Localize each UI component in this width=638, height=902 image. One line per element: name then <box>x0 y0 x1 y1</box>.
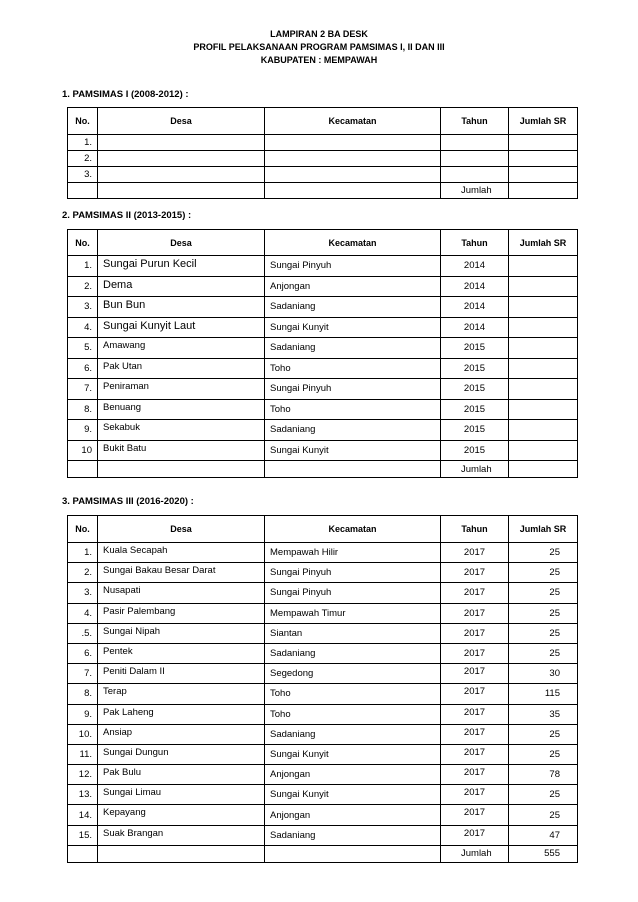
cell-kecamatan: Anjongan <box>265 276 441 297</box>
table-row <box>68 543 578 563</box>
cell-jumlah-sr <box>509 297 578 318</box>
cell-jumlah-sr: 30 <box>509 664 578 684</box>
cell-kecamatan: Mempawah Hilir <box>265 543 441 563</box>
cell-desa: Bun Bun <box>98 297 265 318</box>
cell-desa: Dema <box>98 276 265 297</box>
col-kecamatan: Kecamatan <box>265 516 441 543</box>
section-2-body <box>68 256 578 478</box>
cell-tahun: 2017 <box>441 643 509 663</box>
header-line-2: PROFIL PELAKSANAAN PROGRAM PAMSIMAS I, II DAN III <box>193 42 445 52</box>
cell-no: 2. <box>68 151 98 167</box>
cell-kecamatan <box>265 151 441 167</box>
cell-jumlah-sr: 25 <box>509 623 578 643</box>
table-row <box>68 256 578 277</box>
col-jumlah-sr: Jumlah SR <box>509 230 578 256</box>
cell-tahun: 2015 <box>441 440 509 461</box>
cell-tahun <box>441 151 509 167</box>
cell-kecamatan <box>265 183 441 199</box>
cell-desa: Sungai Nipah <box>98 623 265 643</box>
cell-desa: Pak Laheng <box>98 704 265 724</box>
cell-no <box>68 183 98 199</box>
table-row <box>68 563 578 583</box>
cell-tahun: 2017 <box>441 684 509 704</box>
cell-no: 1. <box>68 256 98 277</box>
jumlah-label: Jumlah <box>441 461 509 478</box>
cell-desa <box>98 461 265 478</box>
section-2-title: 2. PAMSIMAS II (2013-2015) : <box>62 210 192 221</box>
cell-jumlah-sr <box>509 167 578 183</box>
cell-desa: Terap <box>98 684 265 704</box>
cell-no <box>68 845 98 862</box>
cell-tahun: 2017 <box>441 704 509 724</box>
cell-tahun: 2015 <box>441 338 509 359</box>
cell-desa <box>98 135 265 151</box>
cell-tahun: 2017 <box>441 603 509 623</box>
cell-tahun: 2014 <box>441 276 509 297</box>
cell-kecamatan: Sadaniang <box>265 420 441 441</box>
cell-no: 9. <box>68 420 98 441</box>
cell-tahun: 2017 <box>441 805 509 825</box>
table-row <box>68 167 578 183</box>
jumlah-label: Jumlah <box>441 183 509 199</box>
table-row <box>68 643 578 663</box>
cell-tahun: 2014 <box>441 256 509 277</box>
cell-jumlah-sr: 47 <box>509 825 578 845</box>
cell-no: 9. <box>68 704 98 724</box>
cell-tahun <box>441 167 509 183</box>
cell-kecamatan: Sungai Pinyuh <box>265 583 441 603</box>
cell-tahun: 2015 <box>441 420 509 441</box>
cell-desa <box>98 151 265 167</box>
cell-kecamatan: Sadaniang <box>265 338 441 359</box>
cell-tahun: 2017 <box>441 765 509 785</box>
table-row <box>68 338 578 359</box>
table-header-row <box>68 108 578 135</box>
cell-no: 3. <box>68 167 98 183</box>
cell-no: 8. <box>68 399 98 420</box>
cell-jumlah-sr: 25 <box>509 583 578 603</box>
cell-kecamatan: Toho <box>265 684 441 704</box>
section-1-body <box>68 135 578 199</box>
cell-no: 2. <box>68 563 98 583</box>
cell-jumlah-sr <box>509 151 578 167</box>
cell-tahun: 2017 <box>441 785 509 805</box>
cell-tahun: 2017 <box>441 744 509 764</box>
cell-desa: Pentek <box>98 643 265 663</box>
cell-kecamatan: Segedong <box>265 664 441 684</box>
cell-jumlah-sr: 25 <box>509 563 578 583</box>
jumlah-value <box>509 183 578 199</box>
cell-jumlah-sr <box>509 276 578 297</box>
cell-no: 3. <box>68 583 98 603</box>
cell-tahun: 2017 <box>441 543 509 563</box>
cell-kecamatan: Sungai Kunyit <box>265 317 441 338</box>
table-row <box>68 724 578 744</box>
cell-no: 15. <box>68 825 98 845</box>
cell-jumlah-sr <box>509 317 578 338</box>
cell-no: 10 <box>68 440 98 461</box>
cell-desa: Sekabuk <box>98 420 265 441</box>
section-2-table <box>67 229 578 478</box>
cell-no: 8. <box>68 684 98 704</box>
cell-kecamatan: Toho <box>265 358 441 379</box>
cell-jumlah-sr <box>509 379 578 400</box>
cell-desa: Pak Utan <box>98 358 265 379</box>
col-jumlah-sr: Jumlah SR <box>509 108 578 135</box>
cell-jumlah-sr: 25 <box>509 603 578 623</box>
cell-no: 7. <box>68 664 98 684</box>
table-row <box>68 623 578 643</box>
col-no: No. <box>68 230 98 256</box>
table-row <box>68 420 578 441</box>
cell-no: .5. <box>68 623 98 643</box>
table-row <box>68 440 578 461</box>
col-kecamatan: Kecamatan <box>265 108 441 135</box>
table-row <box>68 151 578 167</box>
table-row <box>68 358 578 379</box>
cell-desa: Sungai Purun Kecil <box>98 256 265 277</box>
table-header-row <box>68 230 578 256</box>
table-row <box>68 399 578 420</box>
cell-tahun: 2014 <box>441 297 509 318</box>
cell-kecamatan: Sungai Pinyuh <box>265 563 441 583</box>
cell-no: 6. <box>68 643 98 663</box>
cell-jumlah-sr <box>509 440 578 461</box>
cell-tahun: 2017 <box>441 583 509 603</box>
jumlah-value <box>509 461 578 478</box>
cell-no: 4. <box>68 603 98 623</box>
cell-desa: Sungai Kunyit Laut <box>98 317 265 338</box>
cell-jumlah-sr <box>509 135 578 151</box>
cell-jumlah-sr: 78 <box>509 765 578 785</box>
header-line-3: KABUPATEN : MEMPAWAH <box>260 55 378 65</box>
cell-kecamatan: Toho <box>265 704 441 724</box>
cell-kecamatan <box>265 135 441 151</box>
cell-no: 13. <box>68 785 98 805</box>
cell-tahun <box>441 135 509 151</box>
col-no: No. <box>68 108 98 135</box>
section-3-title: 3. PAMSIMAS III (2016-2020) : <box>62 496 194 507</box>
table-row <box>68 684 578 704</box>
cell-kecamatan <box>265 461 441 478</box>
table-row <box>68 664 578 684</box>
cell-no: 4. <box>68 317 98 338</box>
cell-tahun: 2014 <box>441 317 509 338</box>
cell-kecamatan: Sadaniang <box>265 297 441 318</box>
cell-no: 12. <box>68 765 98 785</box>
cell-jumlah-sr <box>509 358 578 379</box>
col-desa: Desa <box>98 108 265 135</box>
cell-tahun: 2015 <box>441 399 509 420</box>
cell-tahun: 2017 <box>441 563 509 583</box>
section-1-table <box>67 107 578 199</box>
cell-kecamatan <box>265 845 441 862</box>
section-3-table <box>67 515 578 863</box>
table-row <box>68 583 578 603</box>
table-row <box>68 765 578 785</box>
cell-no: 14. <box>68 805 98 825</box>
cell-jumlah-sr: 25 <box>509 724 578 744</box>
cell-kecamatan: Sadaniang <box>265 724 441 744</box>
section-1-title: 1. PAMSIMAS I (2008-2012) : <box>62 89 189 100</box>
cell-desa: Ansiap <box>98 724 265 744</box>
cell-no: 10. <box>68 724 98 744</box>
cell-desa: Nusapati <box>98 583 265 603</box>
table-row <box>68 603 578 623</box>
cell-jumlah-sr <box>509 420 578 441</box>
cell-jumlah-sr <box>509 399 578 420</box>
cell-jumlah-sr: 25 <box>509 643 578 663</box>
cell-kecamatan: Sungai Kunyit <box>265 744 441 764</box>
jumlah-label: Jumlah <box>441 845 509 862</box>
cell-no: 2. <box>68 276 98 297</box>
col-tahun: Tahun <box>441 516 509 543</box>
cell-tahun: 2015 <box>441 358 509 379</box>
cell-no: 6. <box>68 358 98 379</box>
cell-desa <box>98 183 265 199</box>
section-3-body <box>68 543 578 863</box>
table-row <box>68 704 578 724</box>
table-row <box>68 379 578 400</box>
col-no: No. <box>68 516 98 543</box>
col-tahun: Tahun <box>441 108 509 135</box>
document-header <box>0 28 638 67</box>
cell-desa: Kepayang <box>98 805 265 825</box>
table-row <box>68 135 578 151</box>
cell-kecamatan: Sungai Kunyit <box>265 440 441 461</box>
cell-kecamatan: Anjongan <box>265 805 441 825</box>
cell-desa: Sungai Limau <box>98 785 265 805</box>
cell-tahun: 2017 <box>441 664 509 684</box>
col-kecamatan: Kecamatan <box>265 230 441 256</box>
cell-kecamatan: Toho <box>265 399 441 420</box>
col-desa: Desa <box>98 230 265 256</box>
cell-desa <box>98 845 265 862</box>
cell-no: 1. <box>68 543 98 563</box>
cell-tahun: 2017 <box>441 825 509 845</box>
table-header-row <box>68 516 578 543</box>
table-row <box>68 744 578 764</box>
cell-desa: Pasir Palembang <box>98 603 265 623</box>
cell-jumlah-sr: 25 <box>509 805 578 825</box>
cell-jumlah-sr <box>509 338 578 359</box>
cell-no: 5. <box>68 338 98 359</box>
cell-tahun: 2017 <box>441 623 509 643</box>
header-line-1: LAMPIRAN 2 BA DESK <box>270 29 368 39</box>
cell-kecamatan: Siantan <box>265 623 441 643</box>
table-row <box>68 276 578 297</box>
cell-no: 7. <box>68 379 98 400</box>
cell-kecamatan: Sungai Pinyuh <box>265 379 441 400</box>
cell-desa <box>98 167 265 183</box>
table-row <box>68 297 578 318</box>
cell-jumlah-sr: 35 <box>509 704 578 724</box>
cell-kecamatan: Sadaniang <box>265 643 441 663</box>
jumlah-value: 555 <box>509 845 578 862</box>
cell-kecamatan: Sungai Kunyit <box>265 785 441 805</box>
cell-desa: Sungai Bakau Besar Darat <box>98 563 265 583</box>
cell-kecamatan: Anjongan <box>265 765 441 785</box>
cell-desa: Amawang <box>98 338 265 359</box>
col-jumlah-sr: Jumlah SR <box>509 516 578 543</box>
cell-kecamatan: Sungai Pinyuh <box>265 256 441 277</box>
cell-tahun: 2015 <box>441 379 509 400</box>
cell-desa: Pak Bulu <box>98 765 265 785</box>
cell-desa: Suak Brangan <box>98 825 265 845</box>
table-row <box>68 317 578 338</box>
cell-jumlah-sr: 25 <box>509 744 578 764</box>
cell-desa: Kuala Secapah <box>98 543 265 563</box>
cell-desa: Peniti Dalam II <box>98 664 265 684</box>
table-row <box>68 825 578 845</box>
cell-kecamatan: Sadaniang <box>265 825 441 845</box>
cell-kecamatan: Mempawah Timur <box>265 603 441 623</box>
cell-jumlah-sr <box>509 256 578 277</box>
col-tahun: Tahun <box>441 230 509 256</box>
cell-no: 3. <box>68 297 98 318</box>
cell-jumlah-sr: 25 <box>509 543 578 563</box>
cell-desa: Peniraman <box>98 379 265 400</box>
cell-no <box>68 461 98 478</box>
cell-jumlah-sr: 25 <box>509 785 578 805</box>
cell-desa: Sungai Dungun <box>98 744 265 764</box>
cell-kecamatan <box>265 167 441 183</box>
cell-tahun: 2017 <box>441 724 509 744</box>
jumlah-row <box>68 461 578 478</box>
jumlah-row <box>68 183 578 199</box>
cell-no: 11. <box>68 744 98 764</box>
jumlah-row <box>68 845 578 862</box>
cell-no: 1. <box>68 135 98 151</box>
table-row <box>68 805 578 825</box>
table-row <box>68 785 578 805</box>
cell-desa: Benuang <box>98 399 265 420</box>
cell-desa: Bukit Batu <box>98 440 265 461</box>
cell-jumlah-sr: 115 <box>509 684 578 704</box>
col-desa: Desa <box>98 516 265 543</box>
